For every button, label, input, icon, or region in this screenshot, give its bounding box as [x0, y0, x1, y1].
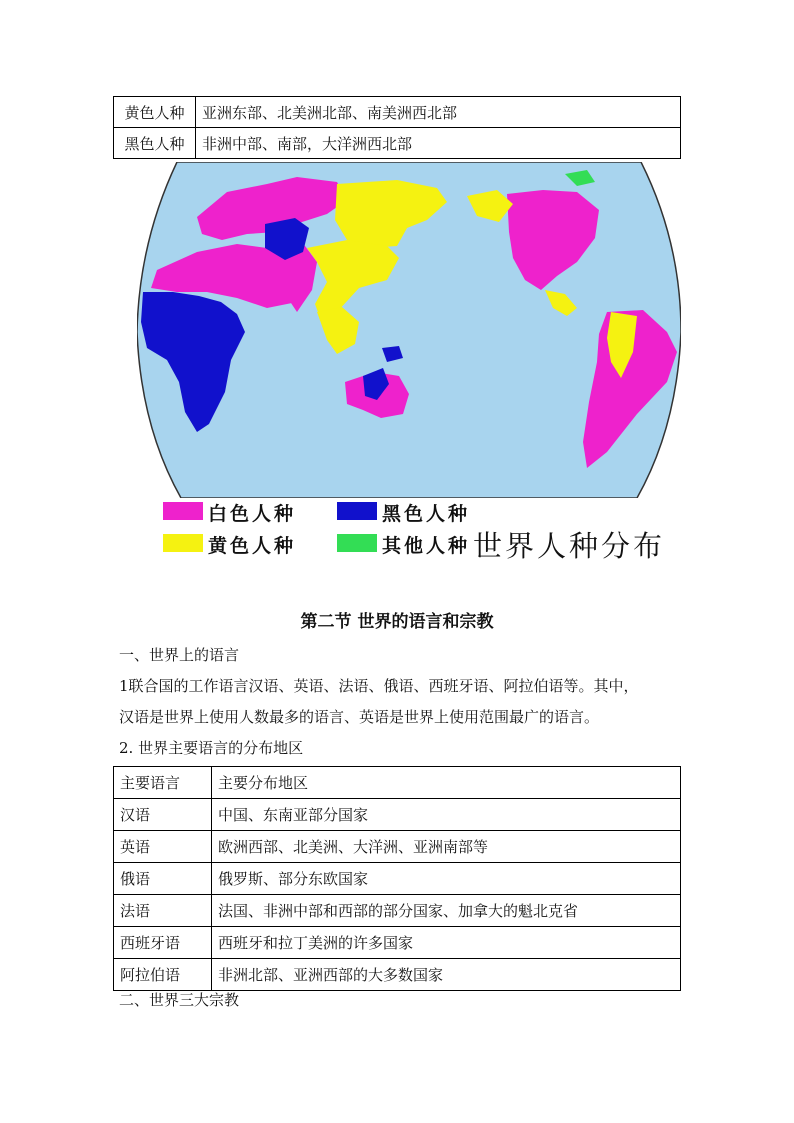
table-row: [114, 128, 681, 159]
region-cell: 法国、非洲中部和西部的部分国家、加拿大的魁北克省: [212, 895, 681, 927]
region-cell: 欧洲西部、北美洲、大洋洲、亚洲南部等: [212, 831, 681, 863]
lang-cell: 法语: [114, 895, 212, 927]
paragraph-line-2: 汉语是世界上使用人数最多的语言、英语是世界上使用范围最广的语言。: [119, 708, 600, 726]
region-cell: 俄罗斯、部分东欧国家: [212, 863, 681, 895]
table-row: [114, 895, 681, 927]
table-row: [114, 97, 681, 128]
header-cell: 主要分布地区: [212, 767, 681, 799]
table-row: [114, 863, 681, 895]
race-table: [113, 96, 681, 159]
other-race-swatch: [337, 534, 377, 552]
heading-languages: 一、世界上的语言: [119, 646, 240, 664]
yellow-race-swatch: [163, 534, 203, 552]
lang-cell: 英语: [114, 831, 212, 863]
white-race-swatch: [163, 502, 203, 520]
map-title: 世界人种分布: [473, 529, 666, 563]
table-header-row: [114, 767, 681, 799]
black-race-swatch: [337, 502, 377, 520]
header-cell: 主要语言: [114, 767, 212, 799]
other-race-label: 其他人种: [382, 535, 471, 557]
map-graphic: [137, 162, 681, 498]
yellow-race-label: 黄色人种: [208, 535, 297, 557]
region-cell: 亚洲东部、北美洲北部、南美洲西北部: [196, 97, 681, 128]
language-table: [113, 766, 681, 991]
lang-cell: 俄语: [114, 863, 212, 895]
lang-cell: 西班牙语: [114, 927, 212, 959]
table-row: [114, 831, 681, 863]
race-cell: 黑色人种: [114, 128, 196, 159]
world-race-map: [137, 162, 681, 498]
region-cell: 非洲北部、亚洲西部的大多数国家: [212, 959, 681, 991]
table-row: [114, 959, 681, 991]
white-race-label: 白色人种: [208, 503, 297, 525]
lang-cell: 汉语: [114, 799, 212, 831]
region-cell: 中国、东南亚部分国家: [212, 799, 681, 831]
lang-cell: 阿拉伯语: [114, 959, 212, 991]
black-race-label: 黑色人种: [382, 503, 471, 525]
paragraph-line-1: 1联合国的工作语言汉语、英语、法语、俄语、西班牙语、阿拉伯语等。其中，: [119, 677, 639, 695]
table-row: [114, 927, 681, 959]
heading-language-distribution: 2. 世界主要语言的分布地区: [119, 739, 304, 757]
region-cell: 非洲中部、南部，大洋洲西北部: [196, 128, 681, 159]
heading-religions: 二、世界三大宗教: [119, 991, 240, 1009]
race-cell: 黄色人种: [114, 97, 196, 128]
section-title: 第二节 世界的语言和宗教: [300, 612, 494, 632]
region-cell: 西班牙和拉丁美洲的许多国家: [212, 927, 681, 959]
table-row: [114, 799, 681, 831]
